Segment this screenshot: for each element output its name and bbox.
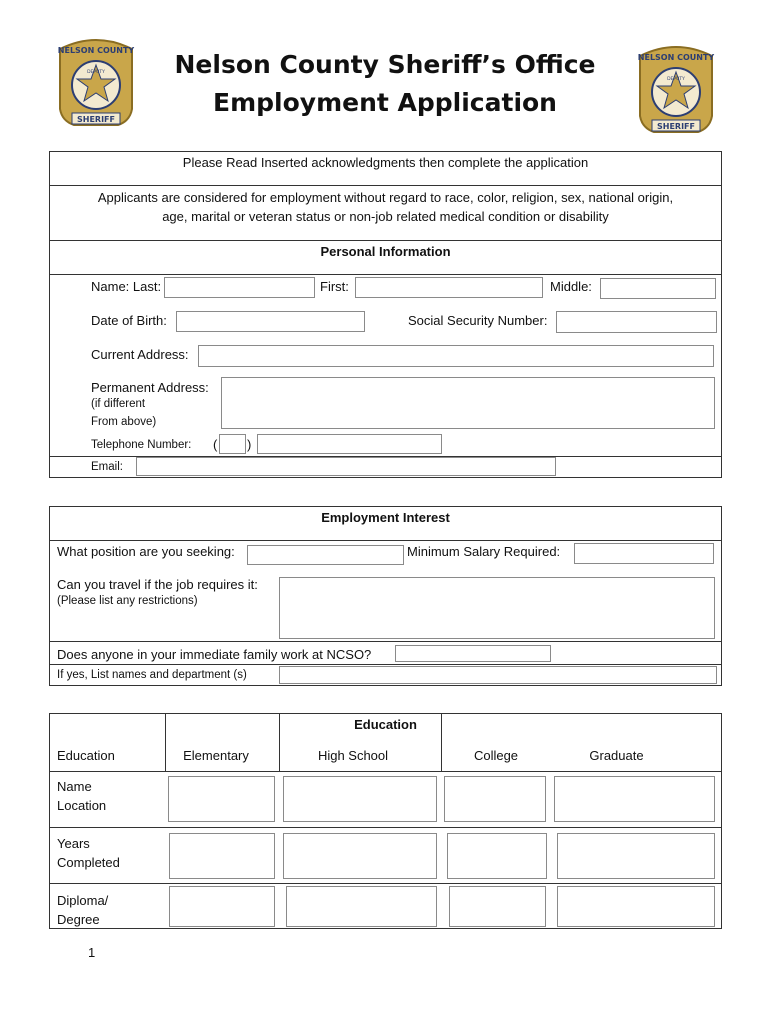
divider [49,883,722,884]
sheriff-badge-left [54,35,138,131]
current-address-field[interactable] [198,345,714,367]
column-header-graduate: Graduate [589,748,644,763]
elementary-years-field[interactable] [169,833,275,879]
divider [49,771,722,772]
sheriff-badge-right [634,42,718,138]
area-code-field[interactable] [219,434,246,454]
row-label-completed: Completed [57,855,120,870]
employment-interest-heading: Employment Interest [321,510,450,525]
last-name-field[interactable] [164,277,315,298]
travel-restrictions-field[interactable] [279,577,715,639]
high-school-name-location-field[interactable] [283,776,437,822]
row-label-degree: Degree [57,912,100,927]
svg-text:DEPUTY: DEPUTY [87,70,105,75]
ssn-label: Social Security Number: [408,313,548,328]
current-address-label: Current Address: [91,347,189,362]
eeo-notice-line1: Applicants are considered for employment without regard to race, color, religion, sex, national origin, [97,190,674,205]
divider [49,827,722,828]
personal-information-heading: Personal Information [320,244,451,259]
eeo-notice-line2: age, marital or veteran status or non-job related medical condition or disability [162,209,609,224]
divider [49,240,722,241]
divider [49,274,722,275]
salary-label: Minimum Salary Required: [407,544,561,559]
divider [49,664,722,665]
college-years-field[interactable] [447,833,547,879]
high-school-years-field[interactable] [283,833,437,879]
high-school-diploma-field[interactable] [286,886,437,927]
family-field[interactable] [395,645,551,662]
family-names-label: If yes, List names and department (s) [57,669,247,681]
svg-text:SHERIFF: SHERIFF [657,122,695,131]
telephone-field[interactable] [257,434,442,454]
divider [49,540,722,541]
divider [49,641,722,642]
salary-field[interactable] [574,543,714,564]
column-header-elementary: Elementary [183,748,249,763]
elementary-name-location-field[interactable] [168,776,275,822]
position-label: What position are you seeking: [57,544,235,559]
svg-text:SHERIFF: SHERIFF [77,115,115,124]
ssn-field[interactable] [556,311,717,333]
row-label-diploma: Diploma/ [57,893,109,908]
email-field[interactable] [136,457,556,476]
name-last-label: Name: Last: [91,279,162,294]
permanent-address-label: Permanent Address: [91,380,209,395]
telephone-label: Telephone Number: [91,439,192,451]
dob-label: Date of Birth: [91,313,167,328]
svg-text:NELSON COUNTY: NELSON COUNTY [57,46,135,55]
permanent-address-note-line2: From above) [91,416,157,428]
first-name-field[interactable] [355,277,543,298]
page-title-line1: Nelson County Sheriff’s Office [174,50,596,79]
education-heading: Education [354,717,417,732]
graduate-name-location-field[interactable] [554,776,715,822]
page-title-line2: Employment Application [213,88,557,117]
college-name-location-field[interactable] [444,776,546,822]
college-diploma-field[interactable] [449,886,546,927]
middle-name-field[interactable] [600,278,716,299]
dob-field[interactable] [176,311,365,332]
position-field[interactable] [247,545,404,565]
paren-close: ) [247,437,252,452]
permanent-address-field[interactable] [221,377,715,429]
row-label-years: Years [57,836,90,851]
permanent-address-note-line1: (if different [91,398,146,410]
family-names-field[interactable] [279,666,717,684]
family-label: Does anyone in your immediate family work at NCSO? [57,647,372,662]
row-label-location: Location [57,798,107,813]
graduate-years-field[interactable] [557,833,715,879]
column-header-high-school: High School [317,748,389,763]
svg-text:DEPUTY: DEPUTY [667,77,685,82]
travel-label: Can you travel if the job requires it: [57,577,258,592]
graduate-diploma-field[interactable] [557,886,715,927]
name-first-label: First: [320,279,349,294]
name-middle-label: Middle: [550,279,592,294]
divider [49,185,722,186]
svg-text:NELSON COUNTY: NELSON COUNTY [637,53,715,62]
page-number: 1 [88,945,96,960]
row-label-name: Name [57,779,92,794]
email-label: Email: [91,461,123,473]
read-notice: Please Read Inserted acknowledgments then complete the application [182,155,589,170]
column-header-college: College [473,748,519,763]
paren-open: ( [213,437,218,452]
column-header-education: Education [57,748,115,763]
travel-note: (Please list any restrictions) [57,595,198,607]
elementary-diploma-field[interactable] [169,886,275,927]
